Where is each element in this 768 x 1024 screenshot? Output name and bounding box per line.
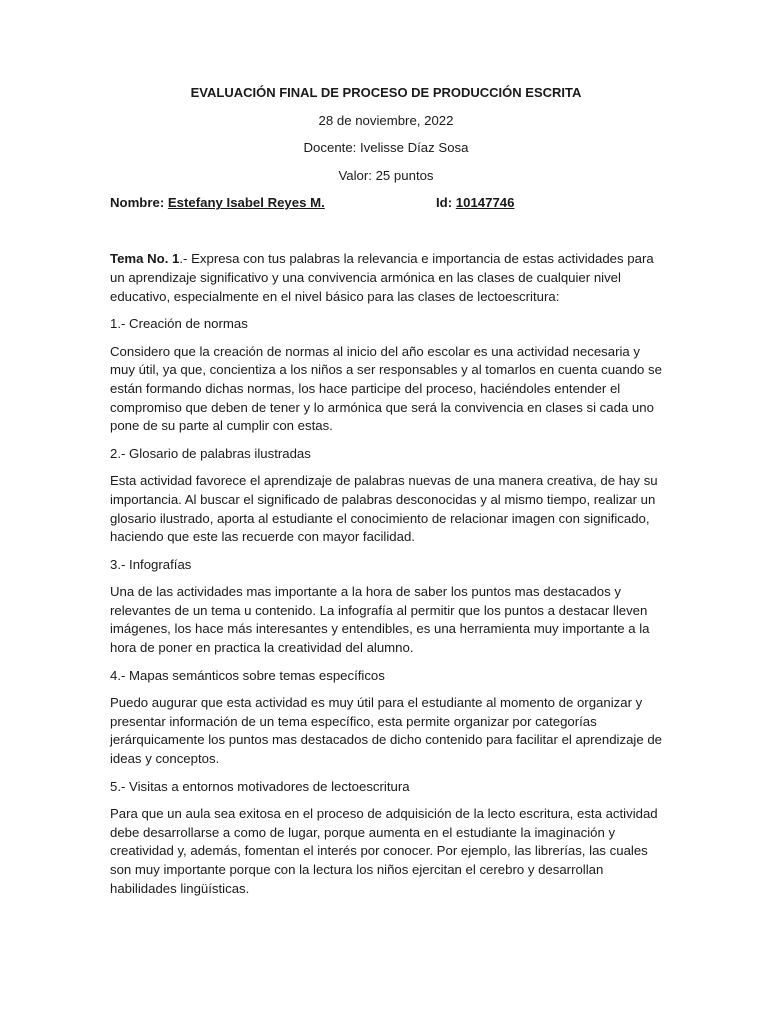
section-heading: 3.- Infografías [110,556,192,572]
section-heading: 5.- Visitas a entornos motivadores de lectoescritura [110,778,410,794]
section-1 [110,315,662,436]
student-name-value: Estefany Isabel Reyes M. [167,195,325,211]
section-body: Para que un aula sea exitosa en el proceso de adquisición de la lecto escritura, esta actividad debe desarrollarse a como de lugar, porque aumenta en el estudiante la imaginación y creatividad y, además, fomentan el interés por conocer. Por ejemplo, las librerías, las cuales son muy importante porque con la lectura los niños ejercitan el cerebro y desarrollan habilidades lingüísticas. [110,806,658,896]
section-heading: 4.- Mapas semánticos sobre temas específicos [110,667,385,683]
section-body: Considero que la creación de normas al inicio del año escolar es una actividad necesaria y muy útil, ya que, concientiza a los niños a ser responsables y al tomarlos en cuenta cuando se están formando dichas normas, los hace participe del proceso, haciéndoles entender el compromiso que deben de tener y lo armónica que será la convivencia en clases si cada uno pone de su parte al cumplir con estas. [110,343,662,434]
section-body: Puedo augurar que esta actividad es muy útil para el estudiante al momento de organizar y presentar información de un tema específico, esta permite organizar por categorías jerárquicamente los puntos mas destacados de dicho contenido para facilitar el aprendizaje de ideas y conceptos. [110,695,663,767]
student-name-label: Nombre: [110,195,165,211]
student-id-block [436,194,514,213]
section-4 [110,667,662,769]
document-date: 28 de noviembre, 2022 [318,112,454,128]
student-info-row [110,194,662,213]
section-body: Una de las actividades mas importante a la hora de saber los puntos mas destacados y relevantes de un tema u contenido. La infografía al permitir que los puntos a destacar lleven imágenes, los hace más interesantes y entendibles, es una herramienta muy importante a la hora de poner en practica la creatividad del alumno. [110,584,650,656]
tema-text: .- Expresa con tus palabras la relevancia e importancia de estas actividades para un aprendizaje significativo y una convivencia armónica en las clases de cualquier nivel educativo, especialmente en el nivel básico para las clases de lectoescritura: [110,251,654,304]
tema-label: Tema No. 1 [110,251,180,267]
student-id-label: Id: [436,195,453,211]
section-body: Esta actividad favorece el aprendizaje de palabras nuevas de una manera creativa, de hay su importancia. Al buscar el significado de palabras desconocidas y al mismo tiempo, realizar un glosario ilustrado, aporta al estudiante el conocimiento de relacionar imagen con significado, haciendo que este las recuerde con mayor facilidad. [110,473,658,545]
student-id-value: 10147746 [455,195,515,211]
section-5 [110,778,662,899]
student-name-block [110,194,325,213]
document-title: EVALUACIÓN FINAL DE PROCESO DE PRODUCCIÓN ESCRITA [190,85,582,100]
tema-paragraph [110,250,662,306]
document-content [110,84,662,907]
section-heading: 2.- Glosario de palabras ilustradas [110,445,311,461]
document-teacher: Docente: Ivelisse Díaz Sosa [303,140,469,156]
section-heading: 1.- Creación de normas [110,316,248,332]
document-value: Valor: 25 puntos [338,167,434,183]
section-2 [110,445,662,547]
section-3 [110,556,662,658]
